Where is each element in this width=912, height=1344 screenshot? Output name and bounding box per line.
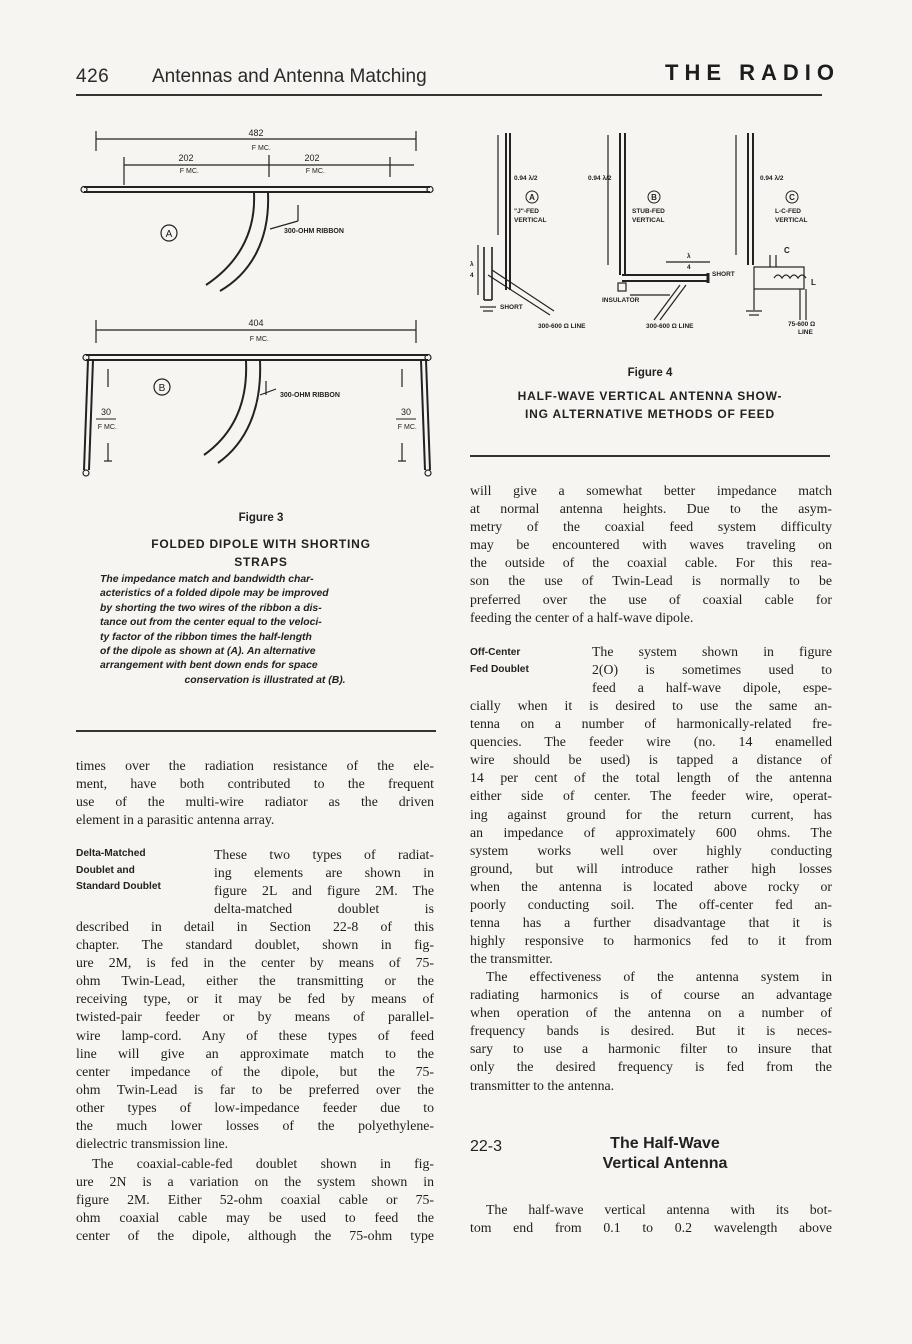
text-line: ohm Twin-Lead, either the transmitting or the [76,973,434,989]
text-line: center impedance of the dipole, but the 75- [76,1063,434,1079]
fig4-line-c1: 75-600 Ω [788,321,816,328]
right-para-4 [470,1201,832,1237]
left-para-3 [76,1155,434,1245]
fig3-dim-b: 404 [248,318,264,328]
fig3-strap-right-unit: F [397,424,402,431]
text-line: ing against ground for the return current, has [470,806,832,822]
figure4-title-line: ING ALTERNATIVE METHODS OF FEED [525,407,775,421]
sidehead-line: Delta-Matched [76,848,146,859]
text-line: feeding the center of a half-wave dipole. [470,609,694,625]
text-line: metry of the coaxial feed system difficulty [470,519,832,535]
text-line: cially when it is desired to use the same an- [470,698,832,713]
text-line: may be encountered with waves traveling on [470,537,832,553]
fig4-label-a: A [529,193,535,202]
text-line: ohm coaxial cable may be used to feed the [76,1210,434,1226]
sidehead-line: Standard Doublet [76,881,161,892]
text-line: will give a somewhat better impedance match [470,483,832,498]
text-line: feed a half-wave dipole, espe- [592,680,832,696]
sidehead-line: Off-Center [470,647,521,658]
fig3-strap-left: 30 [100,407,112,417]
section-number: 22-3 [470,1138,503,1155]
fig3-strap-right: 30 [400,407,412,417]
fig4-quarter-top: λ [470,261,474,268]
text-line: center of the dipole, although the 75-ohm type [76,1228,434,1244]
text-line: an impedance of approximately 600 ohms. The [470,824,832,840]
fig3-dim-total: 482 [248,128,264,138]
text-line: son the use of Twin-Lead is normally to be [470,573,832,589]
figure4-diagram [470,125,830,345]
figure3-title-line: STRAPS [234,555,288,569]
text-line: highly responsive to harmonics fed to it from [470,933,832,949]
fig4-line-b: 300-600 Ω LINE [646,323,694,330]
caption-line: acteristics of a folded dipole may be improved [100,588,329,600]
fig3-strap-right-unit-sub: MC. [404,424,417,431]
right-para-1 [470,482,832,627]
text-line: other types of low-impedance feeder due to [76,1099,434,1115]
fig3-dim-right-unit: F [305,168,310,175]
caption-line: conservation is illustrated at (B). [184,674,346,686]
fig4-line-a: 300-600 Ω LINE [538,323,586,330]
text-line: frequency bands is desired. But it is neces- [470,1023,832,1039]
left-para-2-side [214,846,434,918]
text-line: delta-matched doublet is [214,901,434,917]
section-title [560,1134,770,1174]
fig3-dim-right: 202 [304,153,320,163]
fig4-name-a1: "J"-FED [514,208,539,215]
fig3-dim-left: 202 [178,153,194,163]
text-line: line will give an approximate match to the [76,1045,434,1061]
text-line: figure 2L and figure 2M. The [214,883,434,899]
text-line: The coaxial-cable-fed doublet shown in fig- [92,1156,434,1171]
text-line: the outside of the coaxial cable. For this rea- [470,555,832,571]
text-line: only the desired frequency is fed from the [470,1059,832,1075]
text-line: tenna has a further disadvantage that it is [470,915,832,931]
text-line: when the antenna is located above rocky or [470,878,832,894]
text-line: The half-wave vertical antenna with its bot- [486,1202,832,1217]
text-line: These two types of radiat- [214,847,434,862]
text-line: 2(O) is sometimes used to [592,662,832,678]
text-line: 14 per cent of the total length of the antenna [470,770,832,786]
text-line: element in a parasitic antenna array. [76,812,275,828]
right-para-3 [470,968,832,1095]
text-line: radiating harmonics is of course an advantage [470,987,832,1003]
text-line: quencies. The feeder wire (no. 14 enamelled [470,734,832,750]
figure4-title-line: HALF-WAVE VERTICAL ANTENNA SHOW- [517,389,783,403]
text-line: system works well over highly conducting [470,842,832,858]
right-para-2-side [592,643,832,697]
figure3-title-line: FOLDED DIPOLE WITH SHORTING [151,537,371,551]
figure3-label: Figure 3 [238,512,284,524]
text-line: ure 2N is a variation on the system shown in [76,1174,434,1190]
text-line: tenna on a number of harmonically-related fre- [470,716,832,732]
right-para-2 [470,697,832,968]
fig4-quarter-bottom: 4 [470,272,474,279]
left-para-2 [76,918,434,1153]
running-section-title: Antennas and Antenna Matching [152,66,427,87]
fig4-name-b1: STUB-FED [632,208,665,215]
fig4-insulator: INSULATOR [602,297,640,304]
figure4-bottom-rule [470,455,830,457]
running-book-title: THE RADIO [665,60,840,85]
text-line: at normal antenna heights. Due to the asym- [470,501,832,517]
text-line: described in detail in Section 22-8 of this [76,919,434,934]
fig3-dim-left-unit-sub: MC. [186,168,199,175]
text-line: the much lower losses of the polyethylene- [76,1118,434,1134]
figure4-label: Figure 4 [627,367,673,379]
sidehead-off-center [470,645,529,678]
figure3-caption [100,573,430,688]
text-line: the transmitter. [470,951,553,967]
text-line: ing elements are shown in [214,865,434,881]
page-number: 426 [76,66,110,87]
caption-line: The impedance match and bandwidth char- [100,574,314,585]
text-line: either side of center. The feeder wire, operat- [470,788,832,804]
fig3-label-b: B [158,383,166,394]
text-line: chapter. The standard doublet, shown in fig- [76,937,434,953]
fig4-label-c: C [789,193,795,202]
text-line: wire should be used) is tapped a distance of [470,752,832,768]
fig4-name-c1: L-C-FED [775,208,801,215]
fig4-quarter2-top: λ [687,253,691,260]
caption-line: of the dipole as shown at (A). An alternative [100,646,316,658]
fig3-label-a: A [165,229,173,240]
figure3-diagram [76,125,446,485]
fig3-dim-b-unit-sub: MC. [256,336,269,343]
fig3-dim-left-unit: F [179,168,184,175]
text-line: transmitter to the antenna. [470,1077,615,1093]
section-title-line: Vertical Antenna [602,1155,728,1172]
text-line: ure 2M, is fed in the center by means of 75- [76,955,434,971]
caption-line: arrangement with bent down ends for space [100,660,318,672]
caption-line: tance out from the center equal to the veloci- [100,617,322,629]
fig4-name-b2: VERTICAL [632,217,665,224]
fig3-ribbon-a: 300-OHM RIBBON [284,228,344,235]
caption-line: by shorting the two wires of the ribbon a dis- [100,602,322,614]
fig4-label-b: B [651,193,657,202]
fig4-name-a2: VERTICAL [514,217,547,224]
text-line: tom end from 0.1 to 0.2 wavelength above [470,1220,832,1236]
text-line: The system shown in figure [592,644,832,659]
left-para-1 [76,757,434,829]
fig4-ind: L [811,278,816,287]
text-line: poorly conducting soil. The off-center fed an- [470,897,832,913]
fig3-dim-b-unit: F [249,336,254,343]
fig3-ribbon-b: 300-OHM RIBBON [280,392,340,399]
fig4-len-b: 0.94 λ/2 [588,175,612,182]
fig3-strap-left-unit-sub: MC. [104,424,117,431]
fig4-cap: C [784,246,790,255]
text-line: times over the radiation resistance of the ele- [76,758,434,773]
text-line: receiving type, or it may be fed by means of [76,991,434,1007]
text-line: twisted-pair feeder or by means of parallel- [76,1009,434,1025]
text-line: The effectiveness of the antenna system in [486,969,832,984]
fig3-dim-total-unit-sub: MC. [258,145,271,152]
text-line: ment, have both contributed to the frequent [76,776,434,792]
text-line: preferred over the use of coaxial cable for [470,591,832,607]
figure3-bottom-rule [76,730,436,732]
fig4-len-a: 0.94 λ/2 [514,175,538,182]
fig4-quarter2-bottom: 4 [687,264,691,271]
text-line: ohm Twin-Lead is far to be preferred over the [76,1081,434,1097]
fig3-strap-left-unit: F [97,424,102,431]
text-line: use of the multi-wire radiator as the driven [76,794,434,810]
section-title-line: The Half-Wave [610,1135,720,1152]
text-line: wire lamp-cord. Any of these types of feed [76,1027,434,1043]
sidehead-delta-matched [76,846,161,896]
fig4-len-c: 0.94 λ/2 [760,175,784,182]
fig4-name-c2: VERTICAL [775,217,808,224]
text-line: ground, but will introduce rather high losses [470,860,832,876]
fig4-short-b: SHORT [712,271,735,278]
figure4-title [470,387,830,423]
sidehead-line: Doublet and [76,864,135,876]
fig4-short-a: SHORT [500,304,523,311]
fig4-line-c2: LINE [798,329,813,336]
sidehead-line: Fed Doublet [470,663,529,675]
text-line: figure 2M. Either 52-ohm coaxial cable or 75- [76,1192,434,1208]
figure3-title [76,535,446,571]
caption-line: ty factor of the ribbon times the half-length [100,631,312,643]
header-rule [76,94,822,96]
text-line: when operation of the antenna on a number of [470,1005,832,1021]
fig3-dim-right-unit-sub: MC. [312,168,325,175]
text-line: sary to use a harmonic filter to insure that [470,1041,832,1057]
text-line: dielectric transmission line. [76,1136,229,1152]
fig3-dim-total-unit: F [251,145,256,152]
